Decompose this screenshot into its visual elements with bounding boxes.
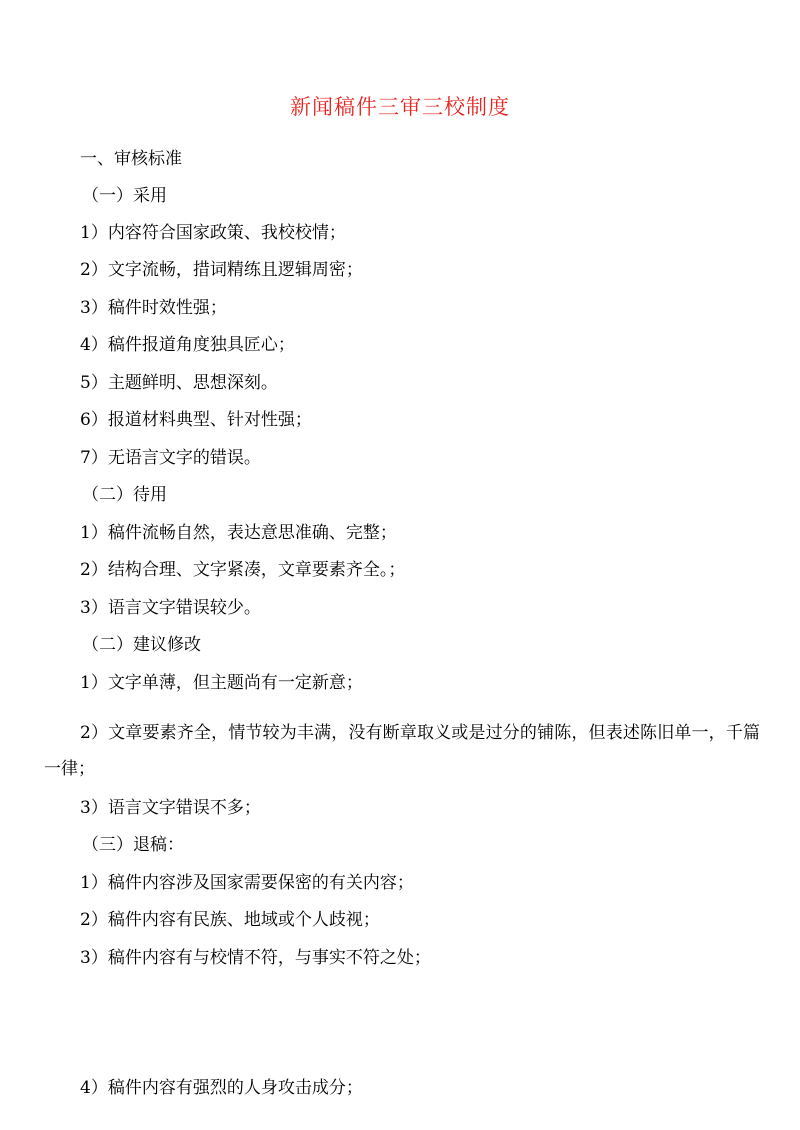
subsection-heading-reject: （三）退稿： bbox=[82, 835, 184, 855]
list-item: 4）稿件报道角度独具匠心； bbox=[80, 335, 295, 355]
list-item: 2）稿件内容有民族、地域或个人歧视； bbox=[80, 910, 380, 930]
list-item: 3）稿件内容有与校情不符，与事实不符之处； bbox=[80, 948, 431, 968]
list-item: 2）文字流畅，措词精练且逻辑周密； bbox=[80, 260, 363, 280]
list-item: 7）无语言文字的错误。 bbox=[80, 448, 261, 468]
document-title: 新闻稿件三审三校制度 bbox=[290, 95, 510, 119]
subsection-heading-pending: （二）待用 bbox=[82, 485, 167, 505]
list-item: 3）稿件时效性强； bbox=[80, 298, 227, 318]
list-item: 1）内容符合国家政策、我校校情； bbox=[80, 223, 346, 243]
list-item: 1）稿件流畅自然，表达意思准确、完整； bbox=[80, 523, 397, 543]
list-item: 3）语言文字错误较少。 bbox=[80, 598, 261, 618]
list-item: 3）语言文字错误不多； bbox=[80, 798, 261, 818]
list-item: 1）稿件内容涉及国家需要保密的有关内容； bbox=[80, 873, 414, 893]
section-heading-review-standards: 一、审核标准 bbox=[80, 149, 182, 169]
list-item: 2）结构合理、文字紧凑，文章要素齐全。； bbox=[80, 560, 406, 580]
subsection-heading-adopt: （一）采用 bbox=[82, 186, 167, 206]
list-item: 6）报道材料典型、针对性强； bbox=[80, 410, 312, 430]
list-item-multiline: 2）文章要素齐全，情节较为丰满，没有断章取义或是过分的铺陈，但表述陈旧单一，千篇一律； bbox=[44, 723, 760, 779]
subsection-heading-revise: （二）建议修改 bbox=[82, 635, 201, 655]
list-item: 1）文字单薄，但主题尚有一定新意； bbox=[80, 673, 363, 693]
list-item: 4）稿件内容有强烈的人身攻击成分； bbox=[80, 1078, 363, 1098]
list-item: 5）主题鲜明、思想深刻。 bbox=[80, 373, 278, 393]
